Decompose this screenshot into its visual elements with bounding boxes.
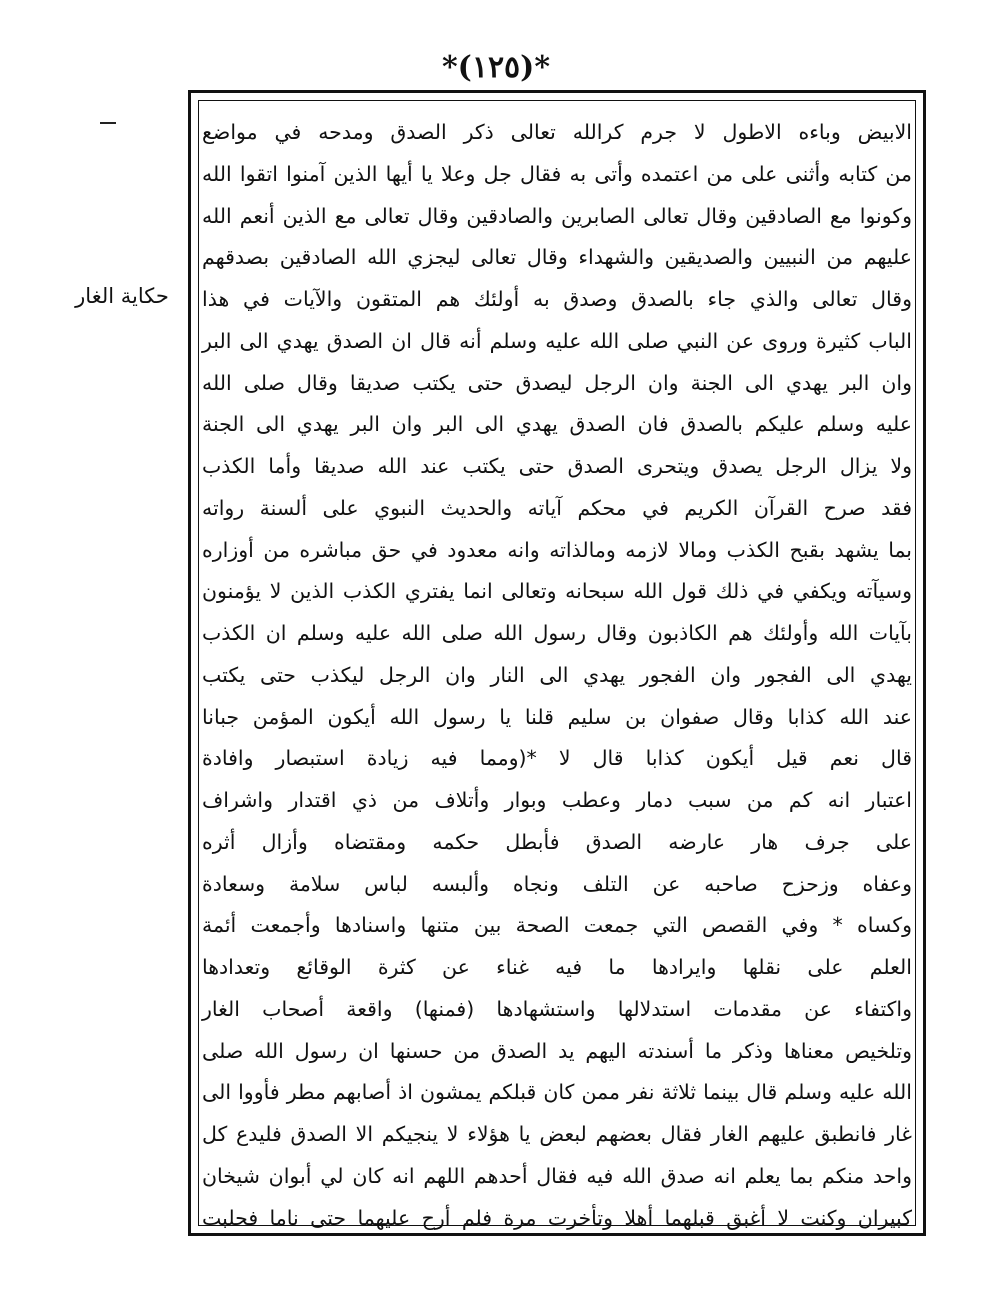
margin-note: حكاية الغار (75, 284, 169, 308)
text-line: على جرف هار عارضه الصدق فأبطل حكمه ومقتضاه وأزال أثره (202, 829, 912, 854)
text-line: غار فانطبق عليهم الغار فقال بعضهم لبعض يا هؤلاء لا ينجيكم الا الصدق فليدع كل (202, 1122, 912, 1146)
text-line: ولا يزال الرجل يصدق ويتحرى الصدق حتى يكتب عند الله صديقا وأما الكذب (202, 454, 912, 478)
text-line: كبيران وكنت لا أغبق قبلهما أهلا وتأخرت مرة فلم أرح عليهما حتى ناما فحلبت (202, 1205, 912, 1230)
page-number: *(١٢٥)* (441, 50, 551, 85)
text-line: العلم على نقلها وايرادها ما فيه غناء عن كثرة الوقائع وتعدادها (202, 955, 912, 979)
text-line: بما يشهد بقبح الكذب ومالا لازمه ومالذاته وانه معدود في حق مباشره من أوزاره (202, 537, 912, 562)
text-line: بآيات الله وأولئك هم الكاذبون وقال رسول الله صلى الله عليه وسلم ان الكذب (202, 621, 912, 645)
page-speck-mark (100, 122, 116, 124)
main-text-block (198, 112, 916, 1239)
text-line: يهدي الى الفجور وان الفجور يهدي الى النار وان الرجل ليكذب حتى يكتب (202, 662, 912, 687)
text-line: الباب كثيرة وروى عن النبي صلى الله عليه وسلم أنه قال ان الصدق يهدي الى البر (202, 328, 912, 353)
text-line: فقد صرح القرآن الكريم في محكم آياته والحديث النبوي على ألسنة رواته (202, 495, 912, 520)
text-line: اعتبار انه كم من سبب دمار وعطب وبوار وأتلاف من ذي اقتدار واشراف (202, 788, 912, 812)
text-line: من كتابه وأثنى على من اعتمده وأتى به فقال جل وعلا يا أيها الذين آمنوا اتقوا الله (202, 161, 912, 186)
text-line: وتلخيص معناها وذكر ما أسندته اليهم يد الصدق من حسنها ان رسول الله صلى (202, 1038, 912, 1063)
text-line: عليه وسلم عليكم بالصدق فان الصدق يهدي الى البر وان البر يهدي الى الجنة (202, 412, 912, 437)
text-line: وكونوا مع الصادقين وقال تعالى الصابرين والصادقين وقال تعالى مع الذين أنعم الله (202, 203, 912, 228)
text-line: وان البر يهدي الى الجنة وان الرجل ليصدق حتى يكتب صديقا وقال صلى الله (202, 370, 912, 395)
text-line: الله عليه وسلم قال بينما ثلاثة نفر ممن كان قبلكم يمشون اذ أصابهم مطر فأووا الى (202, 1080, 912, 1105)
text-line: واكتفاء عن مقدمات استدلالها واستشهادها (فمنها) واقعة أصحاب الغار (202, 996, 912, 1021)
text-line: قال نعم قيل أيكون كذابا قال لا *(ومما فيه زيادة استبصار وافادة (202, 746, 912, 771)
text-line: الابيض وباءه الاطول لا جرم كرالله تعالى ذكر الصدق ومدحه في مواضع (202, 120, 912, 144)
text-line: وسيآته ويكفي في ذلك قول الله سبحانه وتعالى انما يفتري الكذب الذين لا يؤمنون (202, 579, 912, 604)
text-line: وعفاه وزحزح صاحبه عن التلف ونجاه وألبسه لباس سلامة وسعادة (202, 871, 912, 896)
text-line: عند الله كذابا وقال صفوان بن سليم قلنا يا رسول الله أيكون المؤمن جبانا (202, 704, 912, 729)
text-line: عليهم من النبيين والصديقين والشهداء وقال تعالى ليجزي الله الصادقين بصدقهم (202, 245, 912, 270)
text-line: وقال تعالى والذي جاء بالصدق وصدق به أولئك هم المتقون والآيات في هذا (202, 287, 912, 311)
text-line: واحد منكم بما يعلم انه صدق الله فيه فقال أحدهم اللهم انه كان لي أبوان شيخان (202, 1163, 912, 1188)
text-line: وكساه * وفي القصص التي جمعت الصحة بين متنها واسنادها وأجمعت أئمة (202, 913, 912, 938)
